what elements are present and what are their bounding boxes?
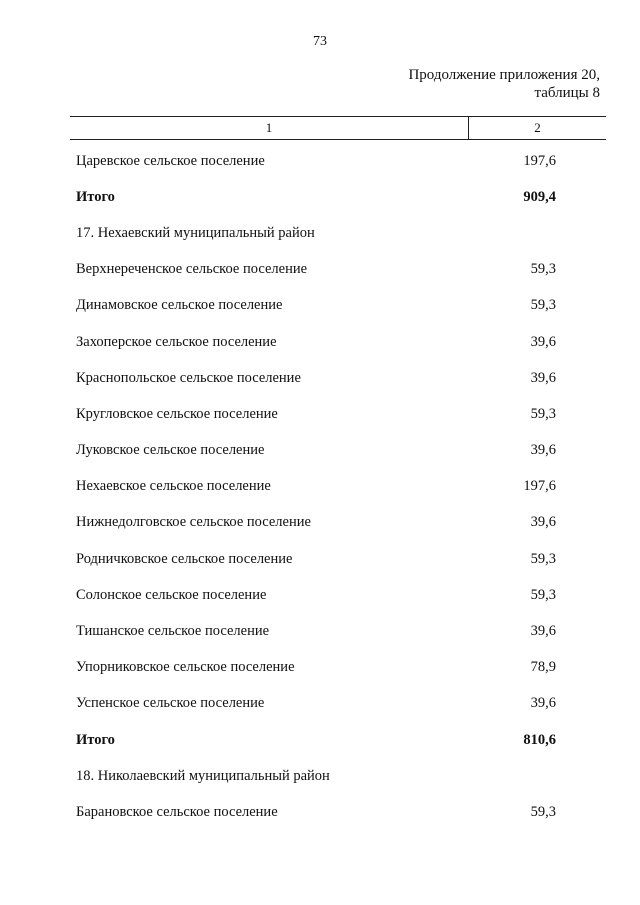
total-row bbox=[76, 179, 556, 215]
table-row bbox=[76, 469, 556, 505]
row-name: Захоперское сельское поселение bbox=[76, 333, 277, 350]
row-value: 810,6 bbox=[523, 731, 556, 748]
row-name: Упорниковское сельское поселение bbox=[76, 659, 295, 676]
row-value: 39,6 bbox=[530, 442, 556, 459]
table-row bbox=[76, 541, 556, 577]
table-body bbox=[76, 143, 556, 831]
row-value: 39,6 bbox=[530, 695, 556, 712]
header-column-2: 2 bbox=[534, 120, 541, 135]
row-name: Царевское сельское поселение bbox=[76, 152, 265, 169]
row-name: Луковское сельское поселение bbox=[76, 442, 265, 459]
row-name: Итого bbox=[76, 188, 115, 205]
table-row bbox=[76, 433, 556, 469]
row-value: 39,6 bbox=[530, 333, 556, 350]
row-value: 78,9 bbox=[530, 659, 556, 676]
section-title: 17. Нехаевский муниципальный район bbox=[76, 224, 315, 241]
row-name: Краснопольское сельское поселение bbox=[76, 369, 301, 386]
continuation-line-2: таблицы 8 bbox=[534, 85, 600, 101]
row-name: Родничковское сельское поселение bbox=[76, 550, 293, 567]
row-value: 39,6 bbox=[530, 623, 556, 640]
row-name: Нижнедолговское сельское поселение bbox=[76, 514, 311, 531]
row-value: 909,4 bbox=[523, 188, 556, 205]
row-name: Нехаевское сельское поселение bbox=[76, 478, 271, 495]
section-title: 18. Николаевский муниципальный район bbox=[76, 767, 330, 784]
row-name: Кругловское сельское поселение bbox=[76, 405, 278, 422]
row-value: 39,6 bbox=[530, 369, 556, 386]
table-header bbox=[70, 116, 606, 140]
table-row bbox=[76, 396, 556, 432]
table-row bbox=[76, 613, 556, 649]
row-value: 59,3 bbox=[530, 586, 556, 603]
row-name: Динамовское сельское поселение bbox=[76, 297, 283, 314]
row-name: Тишанское сельское поселение bbox=[76, 623, 270, 640]
row-name: Верхнереченское сельское поселение bbox=[76, 261, 308, 278]
table-row bbox=[76, 288, 556, 324]
row-value: 59,3 bbox=[530, 297, 556, 314]
table-row bbox=[76, 324, 556, 360]
table-row bbox=[76, 252, 556, 288]
row-name: Солонское сельское поселение bbox=[76, 586, 267, 603]
table-row bbox=[76, 794, 556, 830]
row-value: 39,6 bbox=[530, 514, 556, 531]
total-row bbox=[76, 722, 556, 758]
row-value: 197,6 bbox=[523, 478, 556, 495]
continuation-note bbox=[408, 66, 600, 102]
table-row bbox=[76, 505, 556, 541]
table-row bbox=[76, 360, 556, 396]
page-number: 73 bbox=[313, 34, 327, 49]
row-value: 59,3 bbox=[530, 405, 556, 422]
table-row bbox=[76, 686, 556, 722]
table-row bbox=[76, 143, 556, 179]
section-heading-row bbox=[76, 758, 556, 794]
row-name: Итого bbox=[76, 731, 115, 748]
row-value: 59,3 bbox=[530, 261, 556, 278]
row-name: Барановское сельское поселение bbox=[76, 803, 278, 820]
row-value: 59,3 bbox=[530, 803, 556, 820]
row-value: 197,6 bbox=[523, 152, 556, 169]
row-name: Успенское сельское поселение bbox=[76, 695, 265, 712]
table-row bbox=[76, 577, 556, 613]
row-value: 59,3 bbox=[530, 550, 556, 567]
header-column-1: 1 bbox=[70, 117, 469, 139]
section-heading-row bbox=[76, 215, 556, 251]
continuation-line-1: Продолжение приложения 20, bbox=[408, 67, 600, 83]
table-row bbox=[76, 650, 556, 686]
